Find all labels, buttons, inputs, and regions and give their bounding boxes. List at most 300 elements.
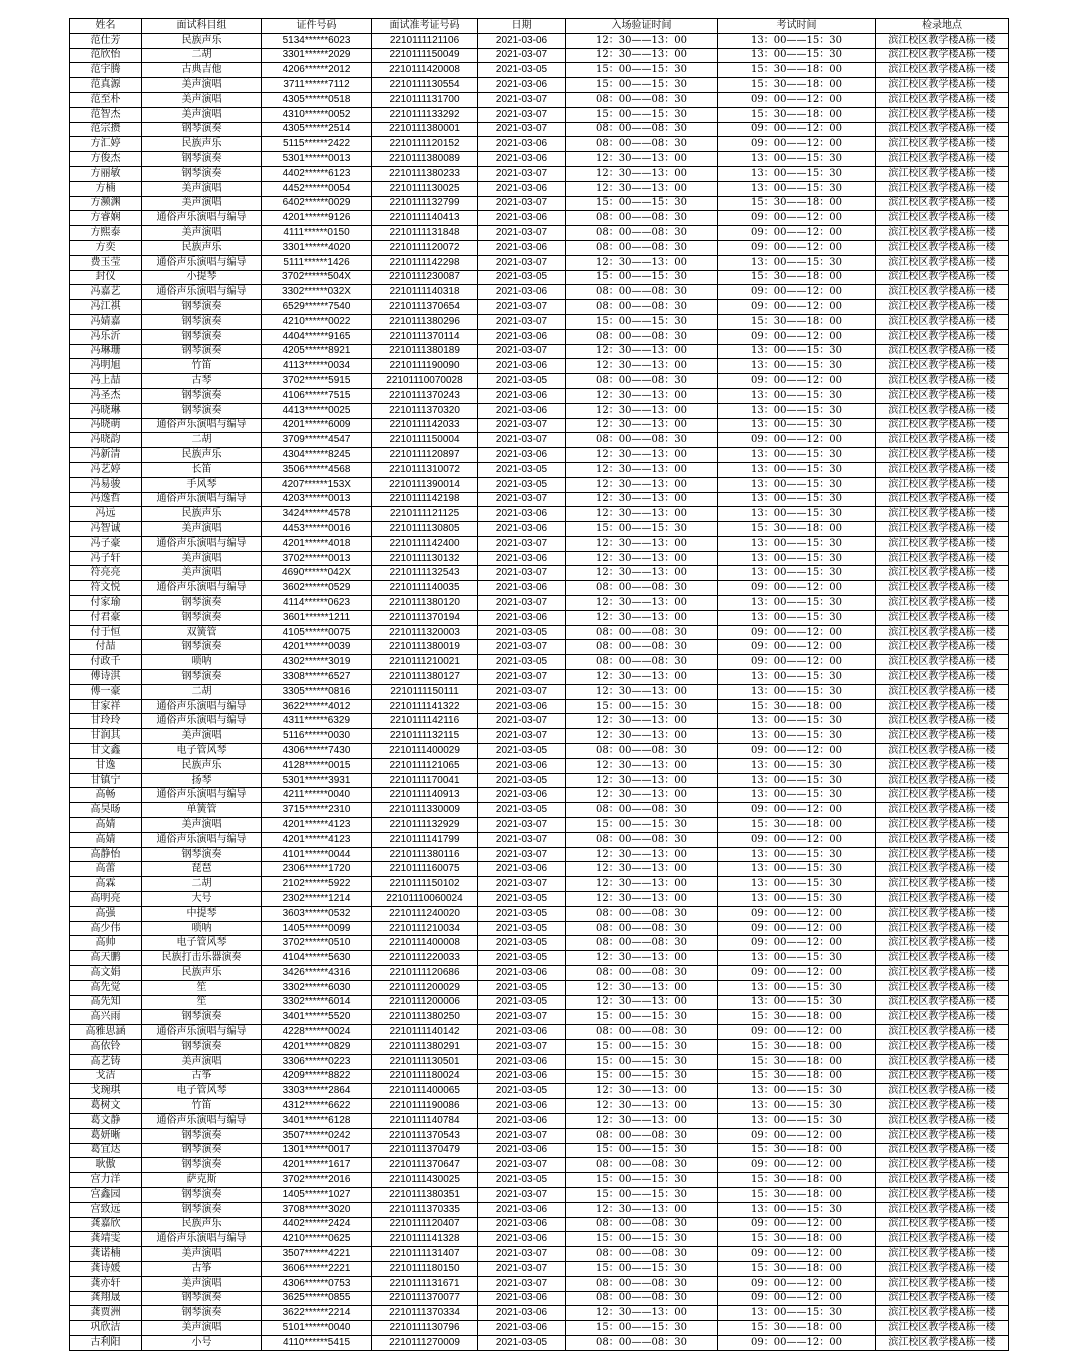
id-number-cell: 5301******3931 (262, 773, 372, 788)
id-number-cell: 5101******0040 (262, 1321, 372, 1336)
candidate-name-cell: 高兴雨 (70, 1010, 142, 1025)
id-number-cell: 3302******032X (262, 285, 372, 300)
subject-group-cell: 古筝 (142, 1261, 262, 1276)
admission-ticket-number-cell: 2210111142298 (372, 255, 478, 270)
exam-date-cell: 2021-03-07 (478, 1247, 566, 1262)
exam-date-cell: 2021-03-07 (478, 877, 566, 892)
exam-date-cell: 2021-03-05 (478, 892, 566, 907)
check-in-time-cell: 12：30——13：00 (566, 877, 718, 892)
admission-ticket-number-cell: 2210111230087 (372, 270, 478, 285)
check-in-location-cell: 滨江校区教学楼A栋一楼 (876, 507, 1009, 522)
id-number-cell: 3702******504X (262, 270, 372, 285)
subject-group-cell: 二胡 (142, 877, 262, 892)
subject-group-cell: 通俗声乐演唱与编导 (142, 255, 262, 270)
table-row (70, 995, 1009, 1010)
subject-group-cell: 单簧管 (142, 803, 262, 818)
table-row (70, 1173, 1009, 1188)
subject-group-cell: 二胡 (142, 433, 262, 448)
id-number-cell: 3401******5520 (262, 1010, 372, 1025)
id-number-cell: 5115******2422 (262, 137, 372, 152)
table-row (70, 300, 1009, 315)
header-name: 姓名 (70, 19, 142, 34)
exam-time-cell: 15：30——18：00 (718, 522, 876, 537)
subject-group-cell: 钢琴演奏 (142, 344, 262, 359)
check-in-time-cell: 12：30——13：00 (566, 610, 718, 625)
exam-date-cell: 2021-03-06 (478, 359, 566, 374)
candidate-name-cell: 甘家祥 (70, 699, 142, 714)
candidate-name-cell: 冯易骏 (70, 477, 142, 492)
exam-time-cell: 15：30——18：00 (718, 1010, 876, 1025)
check-in-time-cell: 08：00——08：30 (566, 1217, 718, 1232)
exam-time-cell: 13：00——15：30 (718, 1202, 876, 1217)
admission-ticket-number-cell: 2210111390014 (372, 477, 478, 492)
exam-date-cell: 2021-03-07 (478, 1010, 566, 1025)
id-number-cell: 4105******0075 (262, 625, 372, 640)
exam-time-cell: 09：00——12：00 (718, 1158, 876, 1173)
admission-ticket-number-cell: 2210111180024 (372, 1069, 478, 1084)
exam-time-cell: 09：00——12：00 (718, 1217, 876, 1232)
exam-time-cell: 13：00——15：30 (718, 862, 876, 877)
admission-ticket-number-cell: 2210111140035 (372, 581, 478, 596)
exam-time-cell: 13：00——15：30 (718, 892, 876, 907)
table-row (70, 1113, 1009, 1128)
table-row (70, 78, 1009, 93)
candidate-name-cell: 方俊杰 (70, 152, 142, 167)
check-in-location-cell: 滨江校区教学楼A栋一楼 (876, 492, 1009, 507)
exam-date-cell: 2021-03-07 (478, 166, 566, 181)
check-in-location-cell: 滨江校区教学楼A栋一楼 (876, 921, 1009, 936)
candidate-name-cell: 高蕾 (70, 862, 142, 877)
exam-date-cell: 2021-03-07 (478, 670, 566, 685)
candidate-name-cell: 符文悦 (70, 581, 142, 596)
table-row (70, 314, 1009, 329)
exam-date-cell: 2021-03-06 (478, 211, 566, 226)
exam-time-cell: 15：30——18：00 (718, 314, 876, 329)
candidate-name-cell: 高畅 (70, 788, 142, 803)
check-in-location-cell: 滨江校区教学楼A栋一楼 (876, 1084, 1009, 1099)
exam-time-cell: 09：00——12：00 (718, 240, 876, 255)
check-in-time-cell: 12：30——13：00 (566, 596, 718, 611)
exam-date-cell: 2021-03-07 (478, 300, 566, 315)
candidate-name-cell: 冯艺婷 (70, 462, 142, 477)
table-row (70, 418, 1009, 433)
check-in-location-cell: 滨江校区教学楼A栋一楼 (876, 137, 1009, 152)
table-row (70, 1039, 1009, 1054)
subject-group-cell: 通俗声乐演唱与编导 (142, 1025, 262, 1040)
table-row (70, 847, 1009, 862)
subject-group-cell: 民族声乐 (142, 137, 262, 152)
id-number-cell: 4128******0015 (262, 758, 372, 773)
candidate-name-cell: 葛树文 (70, 1099, 142, 1114)
exam-time-cell: 15：30——18：00 (718, 63, 876, 78)
check-in-location-cell: 滨江校区教学楼A栋一楼 (876, 566, 1009, 581)
check-in-location-cell: 滨江校区教学楼A栋一楼 (876, 92, 1009, 107)
id-number-cell: 1405******0099 (262, 921, 372, 936)
candidate-name-cell: 龚靖雯 (70, 1232, 142, 1247)
id-number-cell: 3301******2029 (262, 48, 372, 63)
admission-ticket-number-cell: 2210111370077 (372, 1291, 478, 1306)
admission-ticket-number-cell: 2210111120407 (372, 1217, 478, 1232)
check-in-time-cell: 12：30——13：00 (566, 566, 718, 581)
candidate-name-cell: 付君豪 (70, 610, 142, 625)
table-row (70, 507, 1009, 522)
id-number-cell: 4453******0016 (262, 522, 372, 537)
table-row (70, 892, 1009, 907)
table-row (70, 137, 1009, 152)
candidate-name-cell: 冯逸哲 (70, 492, 142, 507)
check-in-location-cell: 滨江校区教学楼A栋一楼 (876, 1187, 1009, 1202)
subject-group-cell: 电子管风琴 (142, 936, 262, 951)
check-in-location-cell: 滨江校区教学楼A栋一楼 (876, 462, 1009, 477)
exam-time-cell: 13：00——15：30 (718, 1306, 876, 1321)
id-number-cell: 4111******0150 (262, 226, 372, 241)
exam-time-cell: 13：00——15：30 (718, 33, 876, 48)
subject-group-cell: 古典吉他 (142, 63, 262, 78)
exam-time-cell: 09：00——12：00 (718, 1025, 876, 1040)
check-in-location-cell: 滨江校区教学楼A栋一楼 (876, 1128, 1009, 1143)
exam-time-cell: 09：00——12：00 (718, 1247, 876, 1262)
admission-ticket-number-cell: 2210111142198 (372, 492, 478, 507)
exam-date-cell: 2021-03-06 (478, 507, 566, 522)
check-in-time-cell: 08：00——08：30 (566, 640, 718, 655)
table-row (70, 684, 1009, 699)
id-number-cell: 4413******0025 (262, 403, 372, 418)
id-number-cell: 3306******0223 (262, 1054, 372, 1069)
subject-group-cell: 民族声乐 (142, 240, 262, 255)
check-in-time-cell: 12：30——13：00 (566, 1202, 718, 1217)
exam-time-cell: 09：00——12：00 (718, 906, 876, 921)
subject-group-cell: 钢琴演奏 (142, 1039, 262, 1054)
check-in-location-cell: 滨江校区教学楼A栋一楼 (876, 359, 1009, 374)
subject-group-cell: 钢琴演奏 (142, 1010, 262, 1025)
subject-group-cell: 钢琴演奏 (142, 1158, 262, 1173)
subject-group-cell: 琵琶 (142, 862, 262, 877)
exam-time-cell: 09：00——12：00 (718, 329, 876, 344)
candidate-name-cell: 葛宜达 (70, 1143, 142, 1158)
id-number-cell: 5111******1426 (262, 255, 372, 270)
subject-group-cell: 长笛 (142, 462, 262, 477)
check-in-location-cell: 滨江校区教学楼A栋一楼 (876, 551, 1009, 566)
candidate-name-cell: 方汇婷 (70, 137, 142, 152)
table-row (70, 1217, 1009, 1232)
exam-time-cell: 13：00——15：30 (718, 610, 876, 625)
check-in-time-cell: 15：00——15：30 (566, 1143, 718, 1158)
exam-time-cell: 13：00——15：30 (718, 255, 876, 270)
check-in-location-cell: 滨江校区教学楼A栋一楼 (876, 877, 1009, 892)
check-in-time-cell: 08：00——08：30 (566, 1025, 718, 1040)
table-row (70, 551, 1009, 566)
check-in-time-cell: 15：00——15：30 (566, 107, 718, 122)
check-in-location-cell: 滨江校区教学楼A栋一楼 (876, 1054, 1009, 1069)
id-number-cell: 4114******0623 (262, 596, 372, 611)
exam-date-cell: 2021-03-06 (478, 78, 566, 93)
id-number-cell: 3302******6030 (262, 980, 372, 995)
candidate-name-cell: 方丽敏 (70, 166, 142, 181)
check-in-time-cell: 12：30——13：00 (566, 462, 718, 477)
table-row (70, 951, 1009, 966)
check-in-location-cell: 滨江校区教学楼A栋一楼 (876, 951, 1009, 966)
admission-ticket-number-cell: 2210111380250 (372, 1010, 478, 1025)
candidate-name-cell: 葛文静 (70, 1113, 142, 1128)
id-number-cell: 4207******153X (262, 477, 372, 492)
id-number-cell: 4201******6009 (262, 418, 372, 433)
id-number-cell: 4306******0753 (262, 1276, 372, 1291)
check-in-location-cell: 滨江校区教学楼A栋一楼 (876, 1276, 1009, 1291)
exam-time-cell: 13：00——15：30 (718, 477, 876, 492)
admission-ticket-number-cell: 2210111150102 (372, 877, 478, 892)
check-in-time-cell: 12：30——13：00 (566, 388, 718, 403)
id-number-cell: 3308******6527 (262, 670, 372, 685)
admission-ticket-number-cell: 2210111370114 (372, 329, 478, 344)
admission-ticket-number-cell: 2210111170041 (372, 773, 478, 788)
table-row (70, 388, 1009, 403)
candidate-name-cell: 冯婧嘉 (70, 314, 142, 329)
id-number-cell: 4305******2514 (262, 122, 372, 137)
table-row (70, 744, 1009, 759)
candidate-name-cell: 高先觉 (70, 980, 142, 995)
exam-time-cell: 15：30——18：00 (718, 78, 876, 93)
candidate-name-cell: 范宇腾 (70, 63, 142, 78)
exam-date-cell: 2021-03-06 (478, 181, 566, 196)
admission-ticket-number-cell: 2210111380189 (372, 344, 478, 359)
check-in-time-cell: 15：00——15：30 (566, 1069, 718, 1084)
check-in-location-cell: 滨江校区教学楼A栋一楼 (876, 1306, 1009, 1321)
table-row (70, 255, 1009, 270)
check-in-time-cell: 08：00——08：30 (566, 374, 718, 389)
check-in-time-cell: 08：00——08：30 (566, 92, 718, 107)
candidate-name-cell: 葛妍晰 (70, 1128, 142, 1143)
exam-date-cell: 2021-03-07 (478, 1128, 566, 1143)
check-in-time-cell: 08：00——08：30 (566, 1276, 718, 1291)
id-number-cell: 4404******9165 (262, 329, 372, 344)
check-in-location-cell: 滨江校区教学楼A栋一楼 (876, 684, 1009, 699)
admission-ticket-number-cell: 2210111121125 (372, 507, 478, 522)
admission-ticket-number-cell: 2210111370654 (372, 300, 478, 315)
exam-time-cell: 09：00——12：00 (718, 285, 876, 300)
admission-ticket-number-cell: 2210111130796 (372, 1321, 478, 1336)
subject-group-cell: 中提琴 (142, 906, 262, 921)
table-row (70, 1202, 1009, 1217)
candidate-name-cell: 范仕芳 (70, 33, 142, 48)
check-in-time-cell: 12：30——13：00 (566, 714, 718, 729)
subject-group-cell: 通俗声乐演唱与编导 (142, 699, 262, 714)
table-row (70, 1143, 1009, 1158)
exam-time-cell: 09：00——12：00 (718, 1335, 876, 1350)
admission-ticket-number-cell: 2210111132799 (372, 196, 478, 211)
check-in-time-cell: 12：30——13：00 (566, 788, 718, 803)
subject-group-cell: 民族打击乐器演奏 (142, 951, 262, 966)
id-number-cell: 3302******6014 (262, 995, 372, 1010)
subject-group-cell: 扬琴 (142, 773, 262, 788)
exam-time-cell: 09：00——12：00 (718, 226, 876, 241)
check-in-time-cell: 08：00——08：30 (566, 329, 718, 344)
admission-ticket-number-cell: 2210111210034 (372, 921, 478, 936)
check-in-location-cell: 滨江校区教学楼A栋一楼 (876, 522, 1009, 537)
candidate-name-cell: 高先知 (70, 995, 142, 1010)
table-row (70, 581, 1009, 596)
table-row (70, 699, 1009, 714)
subject-group-cell: 美声演唱 (142, 78, 262, 93)
candidate-name-cell: 宫致远 (70, 1202, 142, 1217)
exam-date-cell: 2021-03-06 (478, 1099, 566, 1114)
id-number-cell: 4402******2424 (262, 1217, 372, 1232)
exam-date-cell: 2021-03-05 (478, 63, 566, 78)
table-row (70, 670, 1009, 685)
check-in-time-cell: 15：00——15：30 (566, 196, 718, 211)
exam-date-cell: 2021-03-07 (478, 492, 566, 507)
subject-group-cell: 笙 (142, 980, 262, 995)
check-in-location-cell: 滨江校区教学楼A栋一楼 (876, 625, 1009, 640)
check-in-location-cell: 滨江校区教学楼A栋一楼 (876, 1261, 1009, 1276)
exam-date-cell: 2021-03-06 (478, 403, 566, 418)
id-number-cell: 3702******0510 (262, 936, 372, 951)
exam-date-cell: 2021-03-06 (478, 1321, 566, 1336)
table-row (70, 374, 1009, 389)
exam-time-cell: 13：00——15：30 (718, 714, 876, 729)
id-number-cell: 3506******4568 (262, 462, 372, 477)
subject-group-cell: 美声演唱 (142, 729, 262, 744)
id-number-cell: 5116******0030 (262, 729, 372, 744)
check-in-location-cell: 滨江校区教学楼A栋一楼 (876, 388, 1009, 403)
exam-date-cell: 2021-03-05 (478, 773, 566, 788)
subject-group-cell: 钢琴演奏 (142, 122, 262, 137)
subject-group-cell: 唢呐 (142, 655, 262, 670)
check-in-time-cell: 15：00——15：30 (566, 818, 718, 833)
id-number-cell: 3606******2221 (262, 1261, 372, 1276)
exam-time-cell: 15：30——18：00 (718, 1232, 876, 1247)
subject-group-cell: 通俗声乐演唱与编导 (142, 832, 262, 847)
subject-group-cell: 通俗声乐演唱与编导 (142, 211, 262, 226)
check-in-time-cell: 08：00——08：30 (566, 122, 718, 137)
candidate-name-cell: 方睿娴 (70, 211, 142, 226)
header-id-number: 证件号码 (262, 19, 372, 34)
check-in-time-cell: 08：00——08：30 (566, 832, 718, 847)
admission-ticket-number-cell: 2210111400008 (372, 936, 478, 951)
table-row (70, 625, 1009, 640)
check-in-location-cell: 滨江校区教学楼A栋一楼 (876, 255, 1009, 270)
admission-ticket-number-cell: 2210111380127 (372, 670, 478, 685)
subject-group-cell: 萨克斯 (142, 1173, 262, 1188)
admission-ticket-number-cell: 2210111141328 (372, 1232, 478, 1247)
check-in-time-cell: 08：00——08：30 (566, 211, 718, 226)
id-number-cell: 4302******3019 (262, 655, 372, 670)
exam-date-cell: 2021-03-05 (478, 625, 566, 640)
exam-date-cell: 2021-03-07 (478, 48, 566, 63)
table-row (70, 270, 1009, 285)
id-number-cell: 4206******2012 (262, 63, 372, 78)
admission-ticket-number-cell: 2210111141322 (372, 699, 478, 714)
table-body (70, 33, 1009, 1350)
admission-ticket-number-cell: 2210111370543 (372, 1128, 478, 1143)
id-number-cell: 2302******1214 (262, 892, 372, 907)
check-in-location-cell: 滨江校区教学楼A栋一楼 (876, 892, 1009, 907)
exam-date-cell: 2021-03-07 (478, 832, 566, 847)
exam-date-cell: 2021-03-07 (478, 536, 566, 551)
check-in-location-cell: 滨江校区教学楼A栋一楼 (876, 433, 1009, 448)
exam-time-cell: 09：00——12：00 (718, 936, 876, 951)
check-in-location-cell: 滨江校区教学楼A栋一楼 (876, 196, 1009, 211)
exam-date-cell: 2021-03-06 (478, 551, 566, 566)
check-in-time-cell: 12：30——13：00 (566, 403, 718, 418)
subject-group-cell: 通俗声乐演唱与编导 (142, 1232, 262, 1247)
table-row (70, 877, 1009, 892)
table-row (70, 152, 1009, 167)
check-in-location-cell: 滨江校区教学楼A栋一楼 (876, 329, 1009, 344)
table-row (70, 1187, 1009, 1202)
check-in-location-cell: 滨江校区教学楼A栋一楼 (876, 655, 1009, 670)
table-row (70, 1158, 1009, 1173)
exam-date-cell: 2021-03-06 (478, 1113, 566, 1128)
exam-time-cell: 13：00——15：30 (718, 758, 876, 773)
id-number-cell: 4106******7515 (262, 388, 372, 403)
subject-group-cell: 美声演唱 (142, 196, 262, 211)
candidate-name-cell: 范真源 (70, 78, 142, 93)
check-in-time-cell: 12：30——13：00 (566, 862, 718, 877)
check-in-location-cell: 滨江校区教学楼A栋一楼 (876, 477, 1009, 492)
candidate-name-cell: 甘镇宁 (70, 773, 142, 788)
table-row (70, 536, 1009, 551)
exam-time-cell: 15：30——18：00 (718, 1039, 876, 1054)
candidate-name-cell: 甘润其 (70, 729, 142, 744)
exam-time-cell: 09：00——12：00 (718, 92, 876, 107)
candidate-name-cell: 戈琬琪 (70, 1084, 142, 1099)
id-number-cell: 4312******6622 (262, 1099, 372, 1114)
admission-ticket-number-cell: 2210111270009 (372, 1335, 478, 1350)
subject-group-cell: 民族声乐 (142, 1217, 262, 1232)
admission-ticket-number-cell: 2210111131407 (372, 1247, 478, 1262)
candidate-name-cell: 龚诺楠 (70, 1247, 142, 1262)
admission-ticket-number-cell: 2210111220033 (372, 951, 478, 966)
exam-date-cell: 2021-03-07 (478, 255, 566, 270)
candidate-name-cell: 高昊旸 (70, 803, 142, 818)
candidate-name-cell: 龚嘉欣 (70, 1217, 142, 1232)
check-in-time-cell: 12：30——13：00 (566, 255, 718, 270)
exam-time-cell: 09：00——12：00 (718, 374, 876, 389)
admission-ticket-number-cell: 2210111120152 (372, 137, 478, 152)
exam-date-cell: 2021-03-06 (478, 1143, 566, 1158)
candidate-name-cell: 范智杰 (70, 107, 142, 122)
exam-time-cell: 13：00——15：30 (718, 773, 876, 788)
candidate-name-cell: 方楠 (70, 181, 142, 196)
admission-ticket-number-cell: 2210111210021 (372, 655, 478, 670)
table-row (70, 492, 1009, 507)
check-in-time-cell: 12：30——13：00 (566, 892, 718, 907)
check-in-location-cell: 滨江校区教学楼A栋一楼 (876, 226, 1009, 241)
candidate-name-cell: 冯明旭 (70, 359, 142, 374)
exam-date-cell: 2021-03-05 (478, 477, 566, 492)
table-row (70, 1335, 1009, 1350)
check-in-time-cell: 08：00——08：30 (566, 1335, 718, 1350)
candidate-name-cell: 龚翔晟 (70, 1291, 142, 1306)
subject-group-cell: 竹笛 (142, 1099, 262, 1114)
subject-group-cell: 钢琴演奏 (142, 1306, 262, 1321)
candidate-name-cell: 冯嘉艺 (70, 285, 142, 300)
check-in-time-cell: 15：00——15：30 (566, 78, 718, 93)
admission-ticket-number-cell: 2210111160075 (372, 862, 478, 877)
admission-ticket-number-cell: 2210111190086 (372, 1099, 478, 1114)
candidate-name-cell: 冯智诚 (70, 522, 142, 537)
subject-group-cell: 二胡 (142, 684, 262, 699)
exam-date-cell: 2021-03-06 (478, 1291, 566, 1306)
subject-group-cell: 大号 (142, 892, 262, 907)
exam-date-cell: 2021-03-07 (478, 818, 566, 833)
check-in-location-cell: 滨江校区教学楼A栋一楼 (876, 33, 1009, 48)
header-check-in-time: 入场验证时间 (566, 19, 718, 34)
exam-time-cell: 09：00——12：00 (718, 744, 876, 759)
check-in-location-cell: 滨江校区教学楼A栋一楼 (876, 1335, 1009, 1350)
check-in-time-cell: 08：00——08：30 (566, 744, 718, 759)
header-subject-group: 面试科目组 (142, 19, 262, 34)
